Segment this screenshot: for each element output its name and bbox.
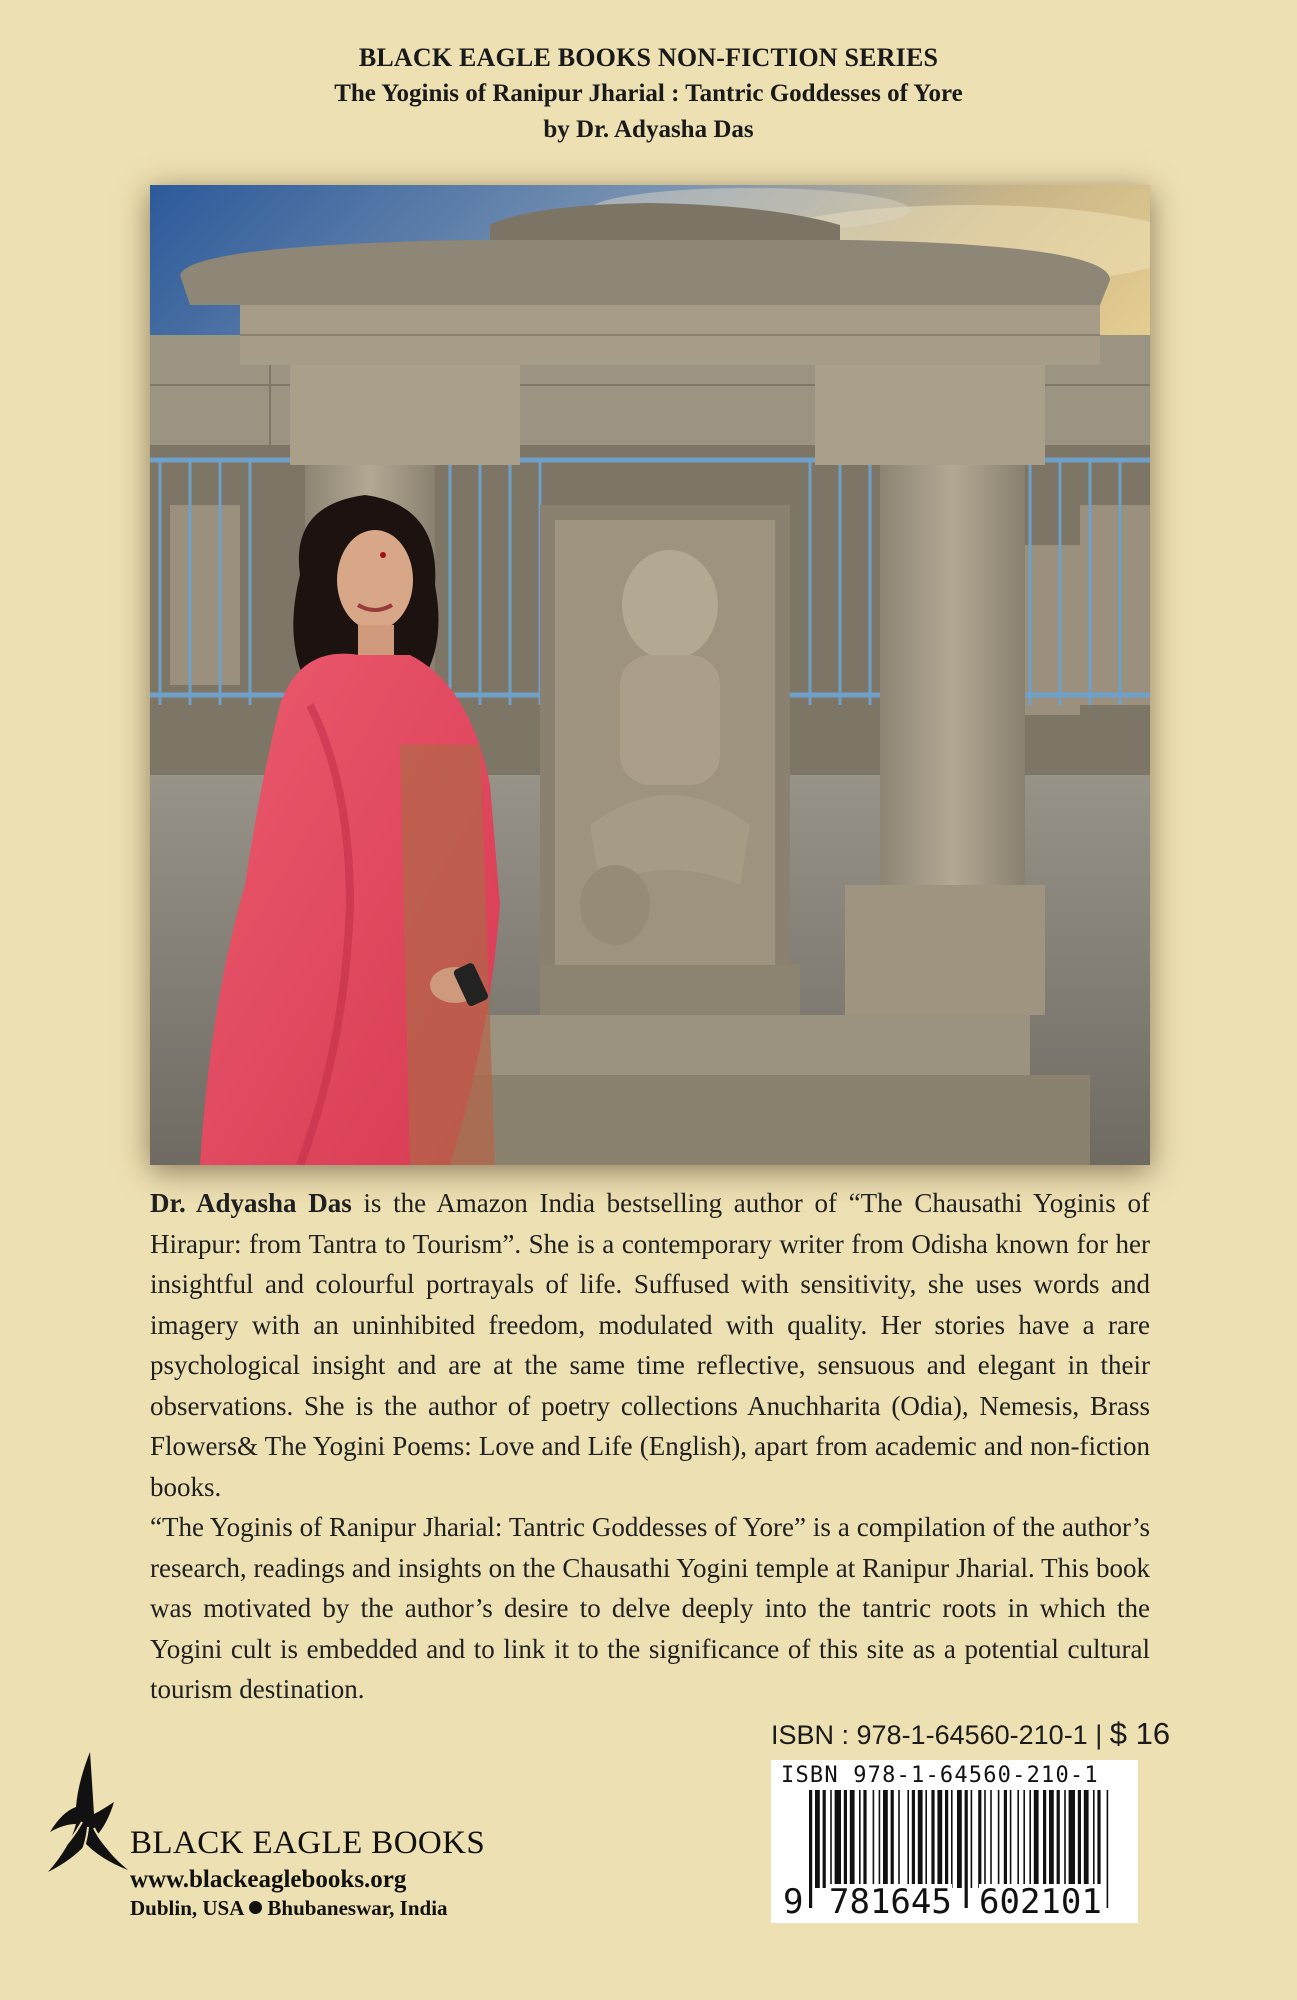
book-byline: by Dr. Adyasha Das: [543, 116, 754, 143]
barcode-bar: [1084, 1790, 1089, 1888]
barcode-lead-digit: 9: [783, 1882, 804, 1922]
author-at-temple-photo: [150, 185, 1150, 1165]
barcode-bar: [912, 1790, 915, 1888]
price: $ 16: [1109, 1716, 1171, 1751]
author-photo: [150, 185, 1150, 1165]
barcode-isbn-text: ISBN 978-1-64560-210-1: [781, 1763, 1099, 1788]
barcode-bar: [965, 1790, 968, 1908]
author-bio: [150, 1183, 1150, 1710]
barcode-bar: [998, 1790, 1000, 1888]
barcode-bar: [1010, 1790, 1012, 1888]
barcode-digits-left: 781645: [829, 1882, 952, 1922]
barcode-bar: [971, 1790, 973, 1888]
barcode-bar: [1069, 1790, 1075, 1888]
barcode-bar: [844, 1790, 847, 1888]
barcode-bar: [978, 1790, 981, 1888]
cover-header: [0, 40, 1297, 148]
barcode-bar: [815, 1790, 820, 1888]
isbn-price-line: [771, 1716, 1171, 1752]
barcode-bar: [1004, 1790, 1007, 1888]
barcode-bar: [1093, 1790, 1095, 1888]
barcode-bar: [879, 1790, 881, 1888]
publisher-name: BLACK EAGLE BOOKS: [130, 1825, 486, 1861]
book-title: The Yoginis of Ranipur Jharial : Tantric Goddesses of Yore: [334, 80, 963, 107]
barcode-bar: [1057, 1790, 1060, 1888]
barcode-bar: [918, 1790, 923, 1888]
publisher-location-1: Dublin, USA: [130, 1896, 245, 1920]
series-title: BLACK EAGLE BOOKS NON-FICTION SERIES: [358, 43, 939, 72]
isbn-label: ISBN : 978-1-64560-210-1 |: [771, 1720, 1110, 1750]
barcode-bar: [850, 1790, 855, 1888]
barcode-bar: [1034, 1790, 1039, 1888]
barcode-bar: [925, 1790, 927, 1888]
barcode-bar: [1029, 1790, 1031, 1888]
barcode-bar: [809, 1790, 812, 1908]
barcode-bar: [937, 1790, 942, 1888]
bio-paragraph-1-text: is the Amazon India bestselling author of “The Chausathi Yoginis of Hirapur: from Tantra to Tourism”. She is a contemporary writer from Odisha known for her insightful and colourful portrayals of life. Suffused with sensitivity, she uses words and imagery with an uninhibited freedom, modulated with quality. Her stories have a rare psychological insight and are at the same time reflective, sensuous and elegant in their observations. She is the author of poetry collections Anuchharita (Odia), Nemesis, Brass Flowers& The Yogini Poems: Love and Life (English), apart from academic and non-fiction books.: [150, 1188, 1150, 1502]
barcode-bar: [984, 1790, 986, 1888]
barcode-bar: [951, 1790, 953, 1888]
barcode-bar: [931, 1790, 934, 1888]
publisher-location-2: Bhubaneswar, India: [267, 1896, 448, 1920]
barcode-bar: [830, 1790, 832, 1888]
barcode-bar: [891, 1790, 894, 1888]
bio-author-name: Dr. Adyasha Das: [150, 1188, 352, 1218]
barcode-bar: [1064, 1790, 1066, 1888]
bio-paragraph-1: [150, 1183, 1150, 1507]
bullet-dot-icon: [249, 1901, 262, 1914]
barcode-digits-right: 602101: [979, 1882, 1102, 1922]
barcode-bar: [1097, 1790, 1100, 1888]
barcode-bar: [1043, 1790, 1046, 1888]
barcode-bar: [945, 1790, 948, 1888]
barcode-bar: [990, 1790, 992, 1888]
barcode-bar: [883, 1790, 888, 1888]
barcode-bar: [873, 1790, 875, 1888]
barcode-bar: [907, 1790, 909, 1888]
eagle-logo-icon: [42, 1752, 132, 1882]
barcode-bar: [823, 1790, 826, 1888]
barcode-bar: [1023, 1790, 1025, 1888]
bio-paragraph-2: “The Yoginis of Ranipur Jharial: Tantric Goddesses of Yore” is a compilation of the author’s research, readings and insights on the Chausathi Yogini temple at Ranipur Jharial. This book was motivated by the author’s desire to delve deeply into the tantric roots in which the Yogini cult is embedded and to link it to the significance of this site as a potential cultural tourism destination.: [150, 1512, 1150, 1704]
barcode-bar: [863, 1790, 866, 1888]
barcode-bar: [835, 1790, 841, 1888]
publisher-block: [42, 1752, 542, 1920]
publisher-locations: [130, 1896, 448, 1921]
barcode-bar: [1107, 1790, 1109, 1908]
barcode-bar: [859, 1790, 861, 1888]
publisher-website[interactable]: www.blackeaglebooks.org: [130, 1866, 407, 1893]
barcode-bar: [1049, 1790, 1054, 1888]
barcode-bar: [1078, 1790, 1081, 1888]
barcode: [771, 1760, 1138, 1923]
barcode-bar: [898, 1790, 900, 1888]
barcode-bar: [957, 1790, 962, 1888]
barcode-bar: [1017, 1790, 1019, 1888]
